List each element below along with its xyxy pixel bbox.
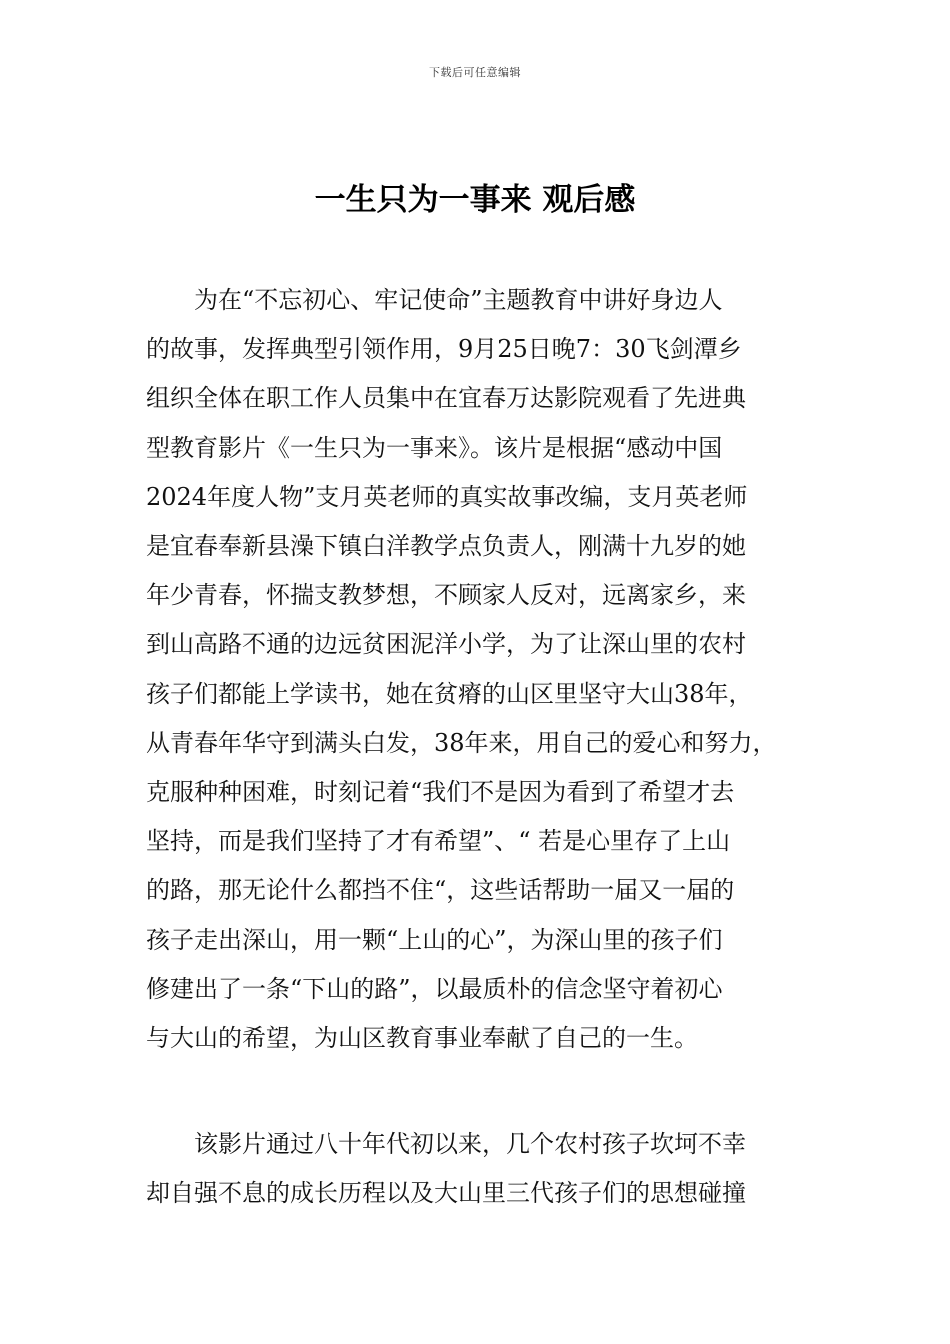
paragraph-line: 孩子走出深山，用一颗“上山的心”，为深山里的孩子们 bbox=[146, 925, 723, 954]
paragraph-line: 修建出了一条“下山的路”，以最质朴的信念坚守着初心 bbox=[146, 974, 723, 1003]
paragraph-line: 克服种种困难，时刻记着“我们不是因为看到了希望才去 bbox=[146, 778, 735, 807]
paragraph-line: 的路，那无论什么都挡不住“，这些话帮助一届又一届的 bbox=[146, 876, 735, 905]
paragraph-line: 却自强不息的成长历程以及大山里三代孩子们的思想碰撞 bbox=[146, 1179, 746, 1208]
paragraph-1 bbox=[146, 276, 826, 1063]
paragraph-line: 从青春年华守到满头白发，38年来，用自己的爱心和努力， bbox=[146, 728, 777, 757]
paragraph-line: 型教育影片《一生只为一事来》。该片是根据“感动中国 bbox=[146, 433, 723, 462]
paragraph-line: 年少青春，怀揣支教梦想，不顾家人反对，远离家乡，来 bbox=[146, 581, 746, 610]
paragraph-line: 该影片通过八十年代初以来，几个农村孩子坎坷不幸 bbox=[194, 1130, 746, 1158]
document-title: 一生只为一事来 观后感 bbox=[314, 182, 636, 218]
paragraph-line: 坚持，而是我们坚持了才有希望”、“ 若是心里存了上山 bbox=[146, 827, 731, 856]
paragraph-line: 孩子们都能上学读书，她在贫瘠的山区里坚守大山38年， bbox=[146, 679, 753, 708]
paragraph-line: 2024年度人物”支月英老师的真实故事改编，支月英老师 bbox=[146, 482, 748, 511]
paragraph-line: 是宜春奉新县澡下镇白洋教学点负责人，刚满十九岁的她 bbox=[146, 532, 746, 561]
paragraph-line: 与大山的希望，为山区教育事业奉献了自己的一生。 bbox=[146, 1024, 698, 1053]
header-note: 下载后可任意编辑 bbox=[429, 66, 521, 79]
paragraph-2 bbox=[146, 1120, 826, 1218]
paragraph-line: 组织全体在职工作人员集中在宜春万达影院观看了先进典 bbox=[146, 384, 746, 413]
paragraph-line: 的故事，发挥典型引领作用，9月25日晚7：30飞剑潭乡 bbox=[146, 335, 742, 364]
paragraph-line: 到山高路不通的边远贫困泥洋小学，为了让深山里的农村 bbox=[146, 630, 746, 659]
paragraph-line: 为在“不忘初心、牢记使命”主题教育中讲好身边人 bbox=[194, 286, 723, 314]
